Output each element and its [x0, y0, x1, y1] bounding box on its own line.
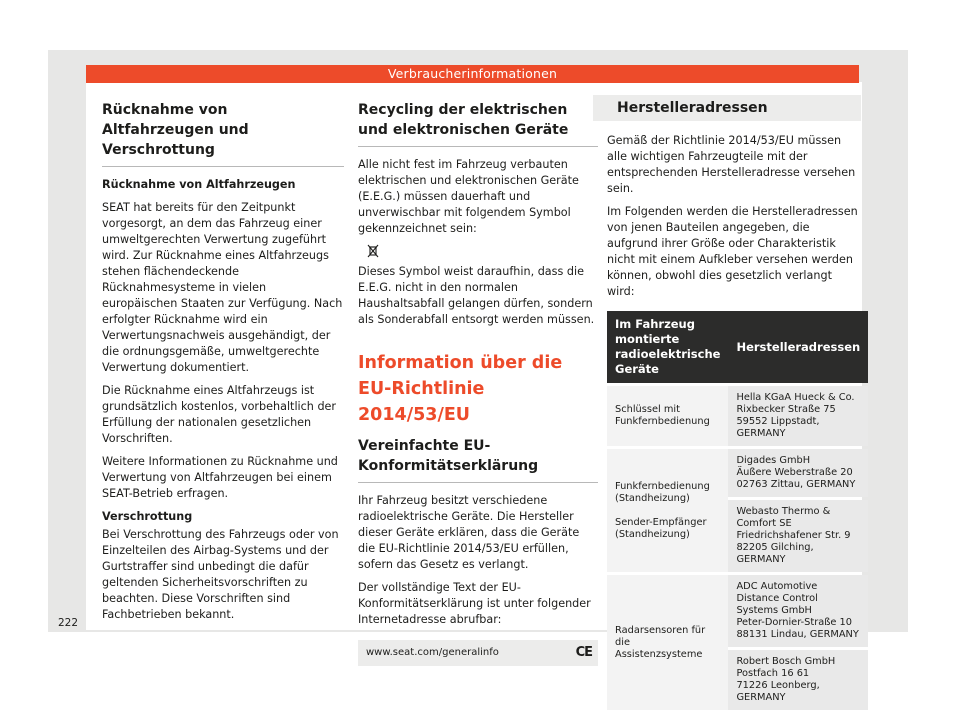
paragraph: Dieses Symbol weist daraufhin, dass die E.E.G. nicht in den normalen Haushaltsabfall gelangen dürfen, sondern als Sonderabfall entsorgt werden müssen.: [358, 265, 595, 326]
table-cell-address: ADC Automotive Distance Control Systems GmbH Peter-Dornier-Straße 10 88131 Lindau, GERMANY: [728, 575, 868, 647]
table-cell-address: Digades GmbH Äußere Weberstraße 20 02763 Zittau, GERMANY: [728, 449, 868, 497]
table-cell-device: Funkfernbedienung (Standheizung) Sender-Empfänger (Standheizung): [607, 449, 728, 572]
subheading-verschrottung: Verschrottung: [102, 510, 193, 523]
column-3: [607, 95, 861, 713]
heading-herstelleradressen: Herstelleradressen: [607, 95, 861, 121]
table-cell-device: Radarsensoren für die Assistenzsysteme: [607, 575, 728, 710]
paragraph: Im Folgenden werden die Herstelleradressen von jenen Bauteilen angegeben, die aufgrund ihrer Größe oder Charakteristik nicht mit einem Aufkleber versehen werden können, obwohl dies gesetzlich verlangt wird:: [607, 205, 858, 298]
paragraph: Alle nicht fest im Fahrzeug verbauten elektrischen und elektronischen Geräte (E.E.G.) müssen dauerhaft und unverwischbar mit folgendem Symbol gekennzeichnet sein:: [358, 158, 579, 235]
heading-recycling: Recycling der elektrischen und elektronischen Geräte: [358, 100, 598, 147]
table-row: [607, 575, 868, 647]
table-header-addresses: Herstelleradressen: [728, 311, 868, 383]
table-cell-device: Schlüssel mit Funkfernbedienung: [607, 386, 728, 446]
table-cell-address: Webasto Thermo & Comfort SE Friedrichshafener Str. 9 82205 Gilching, GERMANY: [728, 500, 868, 572]
paragraph: Die Rücknahme eines Altfahrzeugs ist grundsätzlich kostenlos, vorbehaltlich der Erfüllung der nationalen gesetzlichen Vorschriften.: [102, 384, 337, 445]
paragraph: Ihr Fahrzeug besitzt verschiedene radioelektrische Geräte. Die Hersteller dieser Geräte erklären, dass die Geräte die EU-Richtlinie 2014/53/EU erfüllen, sofern das Gesetz es verlangt.: [358, 494, 580, 571]
table-row: [607, 449, 868, 497]
table-row: [607, 386, 868, 446]
paragraph: SEAT hat bereits für den Zeitpunkt vorgesorgt, an dem das Fahrzeug einer umweltgerechten Verwertung zugeführt wird. Zur Rücknahme eines Altfahrzeugs stehen flächendeckende Rücknahmesysteme in vielen europäischen Staaten zur Verfügung. Nach erfolgter Rücknahme wird ein Verwertungsnachweis ausgehändigt, der die ordnungsgemäße, umweltgerechte Verwertung dokumentiert.: [102, 201, 343, 374]
conformity-url-link[interactable]: www.seat.com/generalinfo: [366, 647, 499, 658]
paragraph: Der vollständige Text der EU-Konformitätserklärung ist unter folgender Internetadresse abrufbar:: [358, 581, 591, 626]
paragraph: Bei Verschrottung des Fahrzeugs oder von Einzelteilen des Airbag-Systems und der Gurtstraffer sind unbedingt die dafür geltenden Sicherheitsvorschriften zu beachten. Diese Vorschriften sind Fachbetrieben bekannt.: [102, 528, 339, 621]
paragraph: Weitere Informationen zu Rücknahme und Verwertung von Altfahrzeugen bei einem SEAT-Betrieb erfragen.: [102, 455, 338, 500]
heading-eu-richtlinie: Information über die EU-Richtlinie 2014/53/EU: [358, 353, 563, 425]
section-header-bar: Verbraucherinformationen: [86, 65, 859, 83]
heading-konformitaetserklaerung: Vereinfachte EU-Konformitätserklärung: [358, 436, 598, 483]
column-1: [102, 100, 344, 630]
paragraph: Gemäß der Richtlinie 2014/53/EU müssen alle wichtigen Fahrzeugteile mit der entsprechenden Herstelleradresse versehen sein.: [607, 134, 856, 195]
page-number: 222: [58, 617, 79, 629]
table-header-devices: Im Fahrzeug montierte radioelektrische Geräte: [607, 311, 728, 383]
url-box: [358, 640, 598, 666]
table-cell-address: Robert Bosch GmbH Postfach 16 61 71226 Leonberg, GERMANY: [728, 650, 868, 710]
manufacturer-address-table: [607, 308, 868, 713]
table-cell-address: Hella KGaA Hueck & Co. Rixbecker Straße 75 59552 Lippstadt, GERMANY: [728, 386, 868, 446]
ce-mark-icon: CE: [575, 645, 592, 660]
column-2: [358, 100, 598, 666]
crossed-out-wheelie-bin-icon: [366, 244, 380, 258]
subheading-ruecknahme: Rücknahme von Altfahrzeugen: [102, 178, 296, 191]
heading-ruecknahme: Rücknahme von Altfahrzeugen und Verschrottung: [102, 100, 344, 167]
